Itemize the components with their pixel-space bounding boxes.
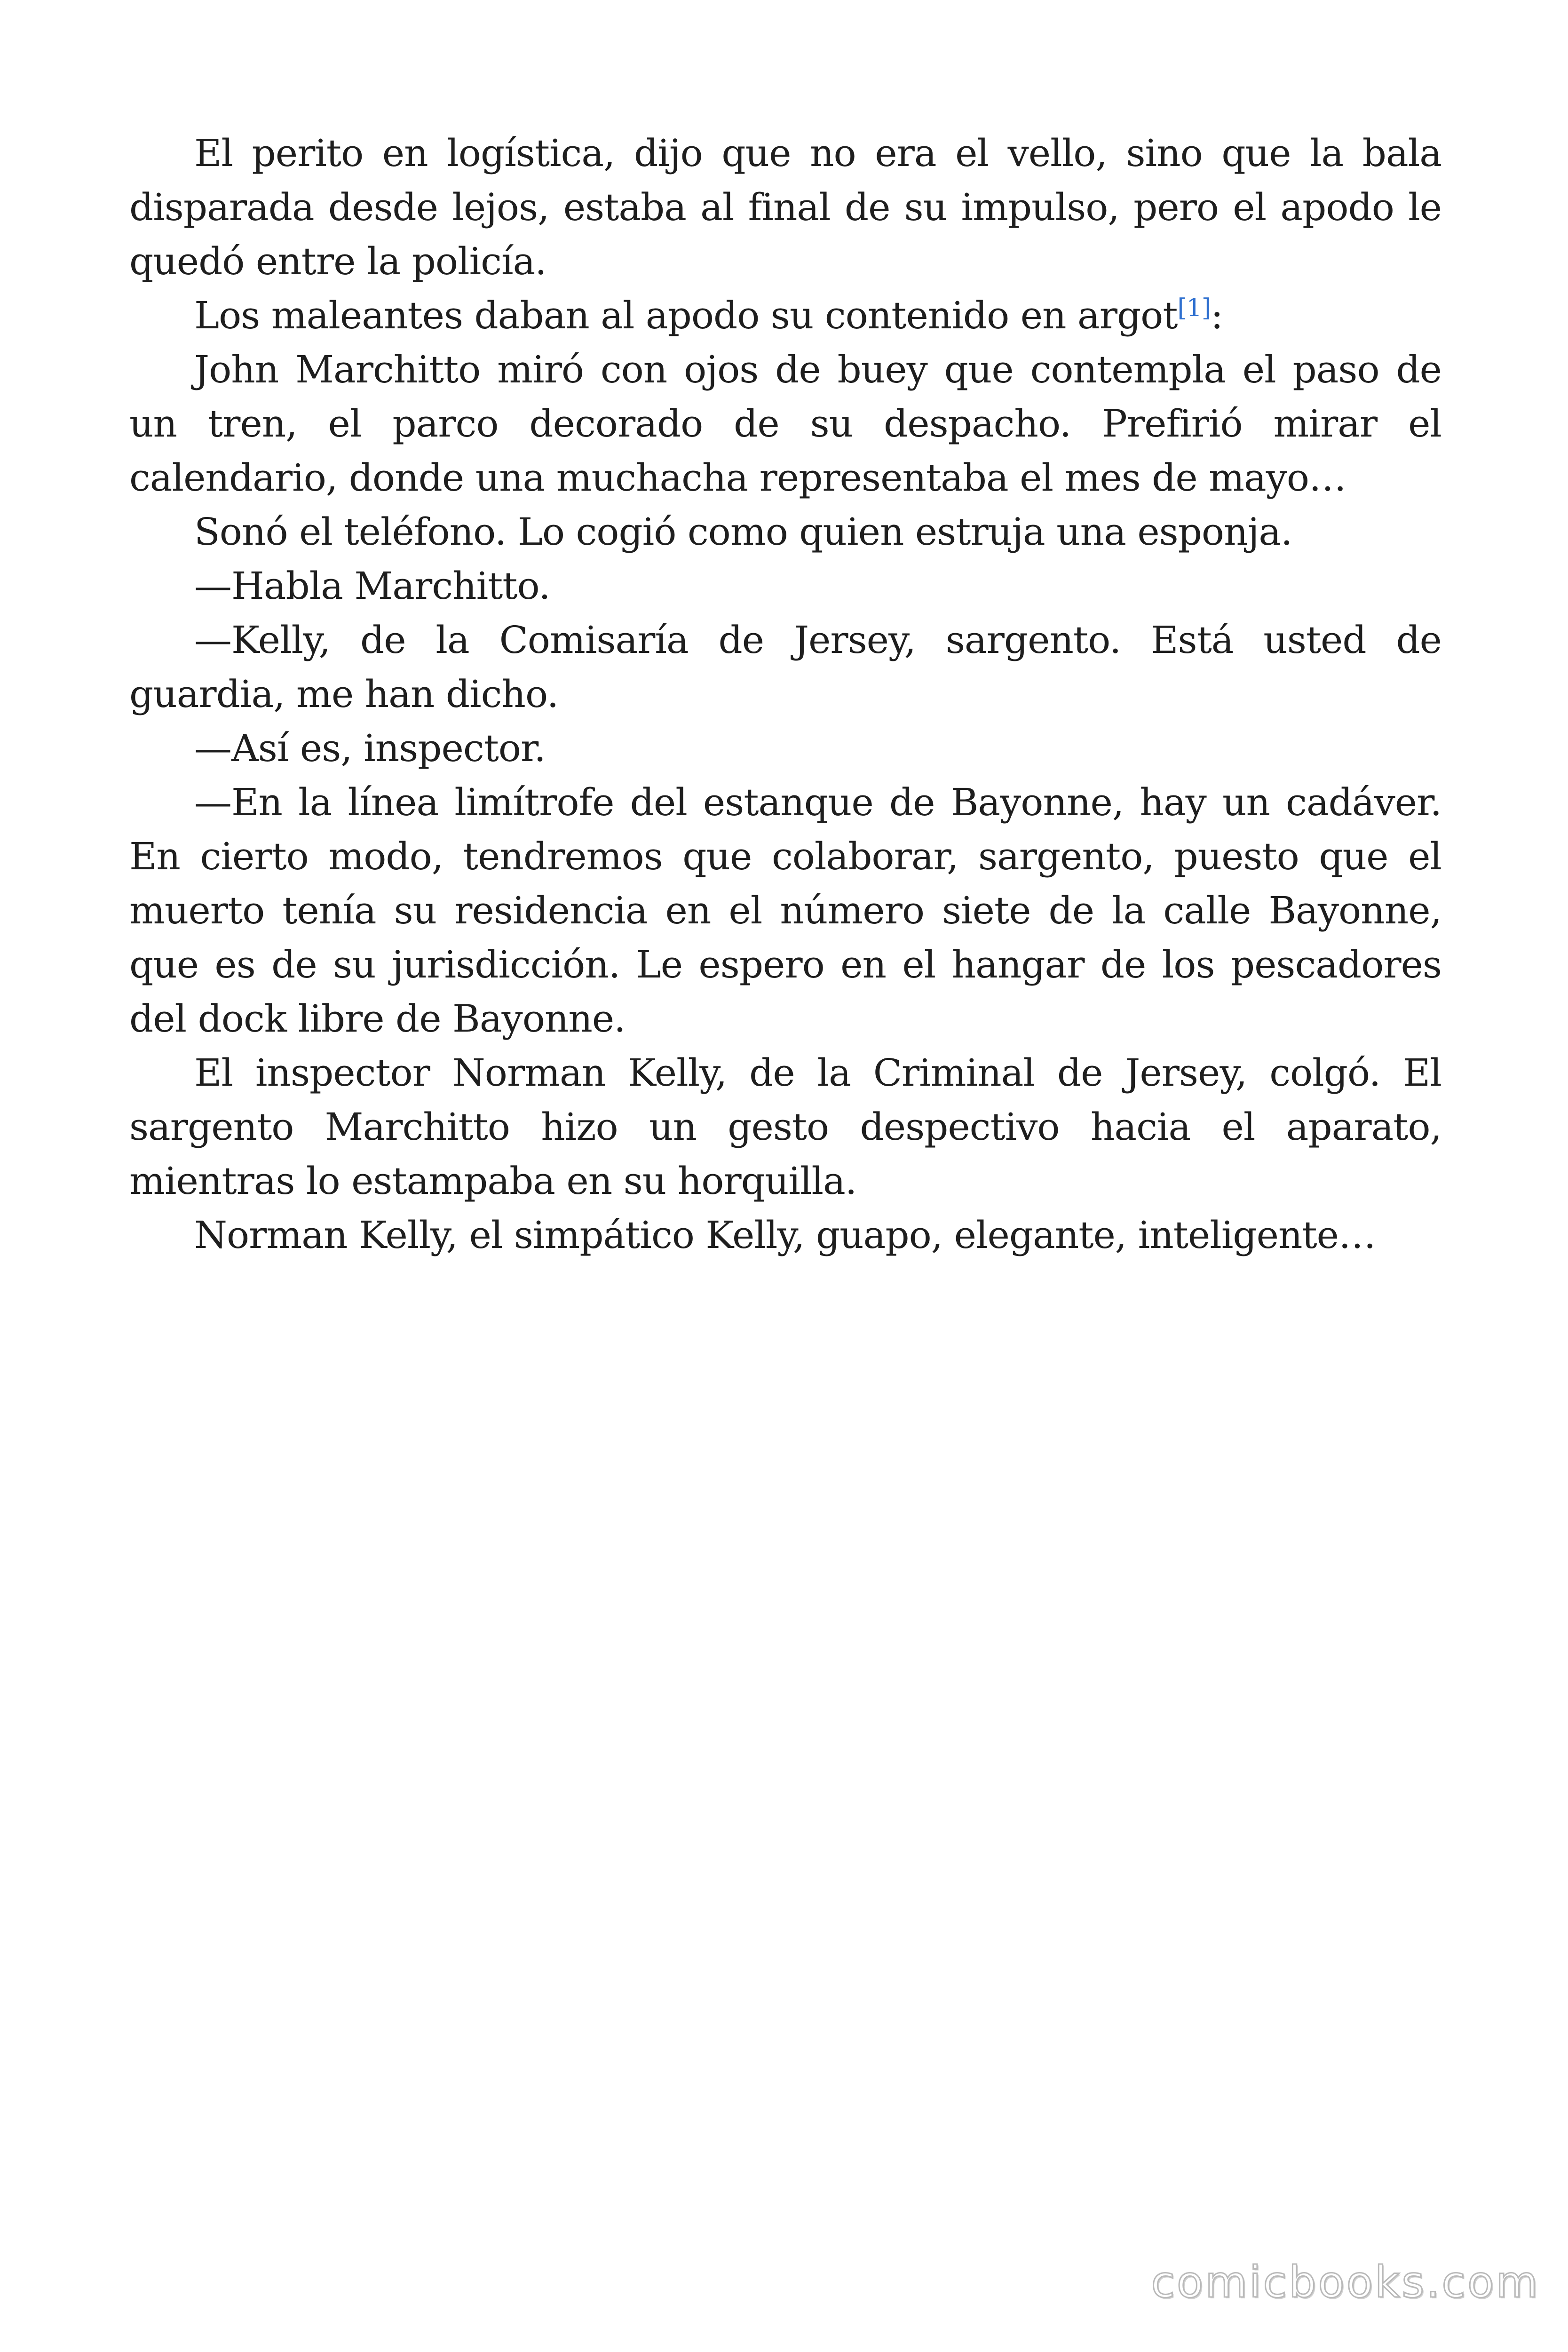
paragraph-2-text: Los maleantes daban al apodo su contenido en argot [194, 294, 1178, 337]
paragraph-10: Norman Kelly, el simpático Kelly, guapo, elegante, inteligente… [194, 1213, 1376, 1257]
paragraph-1: El perito en logística, dijo que no era el vello, sino que la bala disparada desde lejos, estaba al final de su impulso, pero el apodo le quedó entre la policía. [129, 131, 1441, 283]
paragraph-4: Sonó el teléfono. Lo cogió como quien estruja una esponja. [194, 510, 1292, 554]
paragraph-9: El inspector Norman Kelly, de la Criminal de Jersey, colgó. El sargento Marchitto hizo un gesto despectivo hacia el aparato, mientras lo estampaba en su horquilla. [129, 1051, 1441, 1203]
page-text [129, 126, 1441, 1262]
dialogue-kelly-1: —Kelly, de la Comisaría de Jersey, sargento. Está usted de guardia, me han dicho. [129, 618, 1441, 716]
dialogue-marchitto: —Habla Marchitto. [194, 564, 550, 608]
footnote-link[interactable]: [1] [1177, 294, 1211, 322]
paragraph-2 [129, 288, 1441, 342]
watermark-text: comicbooks.com [1151, 2257, 1540, 2307]
dialogue-kelly-2: —En la línea limítrofe del estanque de Bayonne, hay un cadáver. En cierto modo, tendremos que colaborar, sargento, puesto que el muerto tenía su residencia en el número siete de la calle Bayonne, que es de su jurisdicción. Le espero en el hangar de los pescadores del dock libre de Bayonne. [129, 780, 1441, 1041]
dialogue-marchitto-2: —Así es, inspector. [194, 726, 546, 770]
paragraph-3: John Marchitto miró con ojos de buey que contempla el paso de un tren, el parco decorado de su despacho. Prefirió mirar el calendario, donde una muchacha representaba el mes de mayo… [129, 348, 1441, 500]
paragraph-2-colon: : [1211, 294, 1223, 337]
